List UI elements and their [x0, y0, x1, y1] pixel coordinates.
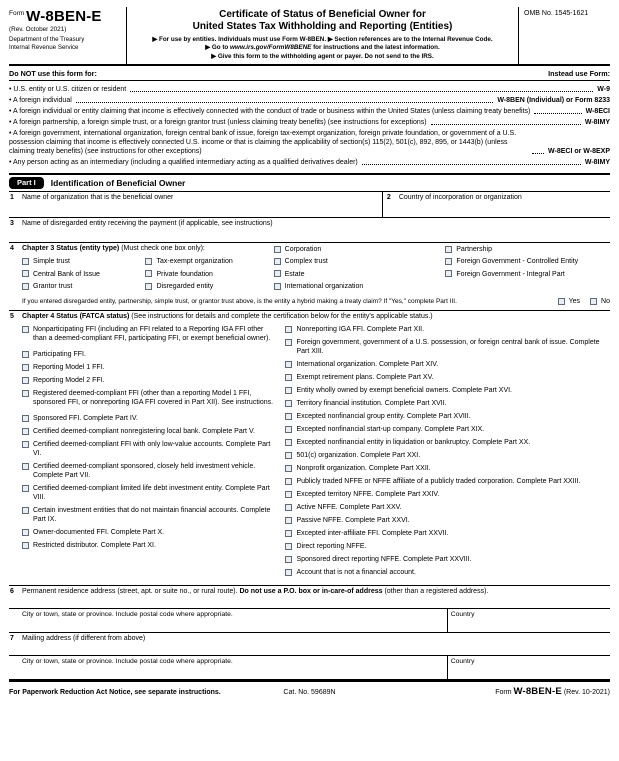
dotted-leader: [362, 164, 581, 165]
checkbox-icon[interactable]: [285, 478, 292, 485]
line-1-input[interactable]: [9, 203, 380, 217]
form-number: W-8BEN-E: [26, 8, 102, 25]
checkbox-label: Central Bank of Issue: [33, 270, 100, 278]
checkbox-label: Excepted nonfinancial start-up company. Complete Part XIX.: [296, 426, 485, 434]
checkbox-label: Partnership: [456, 246, 492, 254]
instead-use-header: Instead use Form:: [548, 68, 610, 78]
irs-url: www.irs.gov/FormW8BENE: [230, 44, 312, 52]
checkbox-label: Entity wholly owned by exempt beneficial owners. Complete Part XVI.: [296, 387, 513, 395]
chapter4-status-option[interactable]: [285, 412, 610, 421]
instead-use-form: W-8IMY: [584, 159, 610, 167]
do-not-use-row: [9, 107, 610, 116]
checkbox-label: Certified deemed-compliant sponsored, closely held investment vehicle. Complete Part VII.: [33, 463, 256, 480]
chapter3-status-option[interactable]: [445, 245, 610, 254]
yes-label: Yes: [568, 297, 581, 305]
chapter4-status-option[interactable]: [285, 542, 610, 551]
checkbox-icon[interactable]: [274, 258, 281, 265]
footer-form-word: Form: [495, 688, 512, 696]
chapter4-status-option[interactable]: [285, 490, 610, 499]
line-4-label: [22, 245, 274, 254]
checkbox-icon[interactable]: [285, 387, 292, 394]
chapter4-status-option[interactable]: [22, 350, 274, 359]
omb-block: [518, 7, 610, 64]
checkbox-icon[interactable]: [274, 246, 281, 253]
checkbox-icon[interactable]: [590, 298, 597, 305]
line-7-city-label: City or town, state or province. Include postal code where appropriate.: [22, 657, 233, 665]
line-4-label-rest: (Must check one box only):: [119, 245, 205, 253]
checkbox-icon[interactable]: [285, 361, 292, 368]
dotted-leader: [532, 153, 544, 154]
checkbox-label: Grantor trust: [33, 283, 73, 291]
checkbox-icon[interactable]: [22, 377, 29, 384]
checkbox-icon[interactable]: [22, 428, 29, 435]
instead-use-form: W-8ECI or W-8EXP: [548, 148, 610, 156]
checkbox-icon[interactable]: [22, 485, 29, 492]
line-6-label-pre: Permanent residence address (street, apt. or suite no., or rural route).: [22, 588, 240, 596]
checkbox-icon[interactable]: [22, 258, 29, 265]
checkbox-label: Disregarded entity: [156, 283, 214, 291]
chapter4-status-option[interactable]: [22, 506, 274, 524]
checkbox-label: Certain investment entities that do not maintain financial accounts. Complete Part IX.: [33, 507, 271, 524]
checkbox-icon[interactable]: [22, 507, 29, 514]
checkbox-icon[interactable]: [445, 270, 452, 277]
checkbox-label: Corporation: [284, 246, 322, 254]
dotted-leader: [431, 124, 581, 125]
checkbox-label: International organization: [284, 283, 364, 291]
form-title-line-2: United States Tax Withholding and Reporting (Entities): [192, 20, 453, 32]
line-5-row: [9, 311, 610, 586]
checkbox-label: Sponsored direct reporting NFFE. Complete Part XXVIII.: [296, 556, 472, 564]
line-7-number: 7: [10, 634, 14, 642]
header-bullet-2: [132, 44, 513, 53]
checkbox-icon[interactable]: [285, 465, 292, 472]
chapter4-status-option[interactable]: [285, 338, 610, 356]
chapter3-column-1: [22, 257, 145, 295]
line-5-number: 5: [10, 312, 14, 320]
chapter3-row1-options: [274, 245, 610, 254]
checkbox-icon[interactable]: [285, 517, 292, 524]
checkbox-icon[interactable]: [285, 504, 292, 511]
instead-use-form: W-9: [597, 85, 610, 93]
header-bullet-3: ▶ Give this form to the withholding agent or payer. Do not send to the IRS.: [211, 53, 434, 61]
do-not-use-text: • A foreign individual or entity claiming that income is effectively connected with the conduct of trade or business within the United States (unless claiming treaty benefits): [9, 107, 530, 116]
checkbox-label: Registered deemed-compliant FFI (other than a reporting Model 1 FFI, sponsored FFI, or nonreporting IGA FFI covered in Part XII). See instructions.: [33, 390, 274, 407]
chapter4-status-option[interactable]: [285, 386, 610, 395]
form-word: Form: [9, 10, 25, 17]
checkbox-label: Foreign Government - Controlled Entity: [456, 258, 579, 266]
checkbox-icon[interactable]: [145, 283, 152, 290]
chapter3-status-option[interactable]: [274, 257, 446, 266]
chapter4-status-option[interactable]: [22, 541, 274, 550]
checkbox-label: International organization. Complete Part XIV.: [296, 361, 439, 369]
checkbox-label: Nonprofit organization. Complete Part XXII.: [296, 465, 431, 473]
checkbox-icon[interactable]: [285, 530, 292, 537]
chapter4-status-option[interactable]: [22, 528, 274, 537]
checkbox-icon[interactable]: [274, 283, 281, 290]
line-1-label: Name of organization that is the beneficial owner: [22, 193, 174, 201]
do-not-use-text: • A foreign partnership, a foreign simple trust, or a foreign grantor trust (unless claiming treaty benefits) (see instructions for exceptions): [9, 118, 427, 127]
part-1-bar: [9, 173, 610, 192]
checkbox-label: Passive NFFE. Complete Part XXVI.: [296, 517, 410, 525]
form-title-block: [127, 7, 518, 64]
do-not-use-text: • A foreign individual: [9, 96, 72, 105]
line-6-country-cell: [448, 609, 610, 632]
no-label: No: [601, 297, 610, 305]
checkbox-icon[interactable]: [22, 441, 29, 448]
dotted-leader: [130, 91, 593, 92]
line-5-label-bold: Chapter 4 Status (FATCA status): [22, 312, 130, 320]
line-3-input[interactable]: [9, 228, 610, 242]
checkbox-label: Participating FFI.: [33, 351, 86, 359]
line-7-city-input[interactable]: [22, 665, 445, 679]
part-1-label: Part I: [9, 177, 44, 190]
chapter4-status-option[interactable]: [285, 568, 610, 577]
checkbox-label: Certified deemed-compliant FFI with only low-value accounts. Complete Part VI.: [33, 441, 271, 458]
checkbox-icon[interactable]: [22, 463, 29, 470]
line-7-country-input[interactable]: [451, 665, 608, 679]
do-not-use-header: [9, 66, 610, 81]
checkbox-icon[interactable]: [285, 439, 292, 446]
line-1-2-row: [9, 192, 610, 218]
checkbox-icon[interactable]: [22, 529, 29, 536]
form-identity-block: [9, 7, 127, 64]
checkbox-label: Reporting Model 1 FFI.: [33, 364, 105, 372]
chapter4-status-option[interactable]: [285, 399, 610, 408]
form-footer: [9, 680, 610, 703]
checkbox-label: Excepted nonfinancial entity in liquidation or bankruptcy. Complete Part XX.: [296, 439, 531, 447]
chapter4-status-option[interactable]: [285, 516, 610, 525]
do-not-use-left-header: Do NOT use this form for:: [9, 68, 97, 78]
checkbox-icon[interactable]: [22, 351, 29, 358]
line-7-country-cell: [448, 656, 610, 679]
chapter3-column-3: [274, 257, 446, 295]
fatca-status-left-column: [9, 325, 282, 581]
chapter4-status-option[interactable]: [285, 425, 610, 434]
bullet-2-suffix: for instructions and the latest information.: [311, 44, 440, 52]
chapter4-status-option[interactable]: [285, 438, 610, 447]
line-2-number: 2: [386, 193, 391, 201]
line-7-block: [9, 633, 610, 680]
chapter4-status-option[interactable]: [22, 414, 274, 423]
chapter3-status-option[interactable]: [445, 270, 610, 279]
dotted-leader: [76, 102, 494, 103]
agency-line-1: Department of the Treasury: [9, 36, 85, 43]
checkbox-icon[interactable]: [22, 283, 29, 290]
line-6-city-cell: [9, 609, 448, 632]
do-not-use-row: [9, 96, 610, 105]
checkbox-label: Territory financial institution. Complete Part XVII.: [296, 400, 447, 408]
footer-form-id: [385, 686, 610, 697]
checkbox-icon[interactable]: [285, 491, 292, 498]
line-6-label-post: (other than a registered address).: [382, 588, 489, 596]
chapter3-status-option[interactable]: [445, 257, 610, 266]
chapter3-column-4: [445, 257, 610, 295]
line-6-block: [9, 586, 610, 633]
chapter3-status-option[interactable]: [274, 270, 446, 279]
line-6-city-label: City or town, state or province. Include postal code where appropriate.: [22, 610, 233, 618]
do-not-use-row: [9, 129, 610, 156]
line-5-label-rest: (See instructions for details and complete the certification below for the entity's applicable status.): [129, 312, 433, 320]
checkbox-label: Direct reporting NFFE.: [296, 543, 367, 551]
checkbox-icon[interactable]: [285, 452, 292, 459]
line-6-address-input[interactable]: [9, 597, 610, 608]
checkbox-icon[interactable]: [145, 270, 152, 277]
checkbox-icon[interactable]: [285, 556, 292, 563]
dotted-leader: [534, 113, 581, 114]
hybrid-yes-option[interactable]: [558, 297, 580, 306]
line-4-label-bold: Chapter 3 Status (entity type): [22, 245, 120, 253]
line-1-number: 1: [10, 193, 14, 201]
header-instructions: [132, 36, 513, 62]
chapter3-status-option[interactable]: [274, 282, 446, 291]
chapter4-status-option[interactable]: [22, 484, 274, 502]
line-3-number: 3: [10, 219, 14, 227]
chapter4-status-option[interactable]: [22, 363, 274, 372]
checkbox-icon[interactable]: [285, 543, 292, 550]
line-6-city-input[interactable]: [22, 618, 445, 632]
checkbox-icon[interactable]: [285, 569, 292, 576]
line-5-label: [22, 313, 610, 322]
chapter4-status-option[interactable]: [285, 373, 610, 382]
footer-form-number: W-8BEN-E: [513, 685, 562, 697]
chapter4-status-option[interactable]: [22, 325, 274, 343]
checkbox-label: Certified deemed-compliant nonregistering local bank. Complete Part V.: [33, 428, 255, 436]
chapter3-column-2: [145, 257, 273, 295]
checkbox-icon[interactable]: [22, 364, 29, 371]
chapter4-status-option[interactable]: [285, 464, 610, 473]
hybrid-treaty-question: If you entered disregarded entity, partnership, simple trust, or grantor trust above, is the entity a hybrid making a treaty claim? If "Yes," complete Part III.: [22, 297, 457, 305]
checkbox-label: Private foundation: [156, 270, 213, 278]
do-not-use-row: [9, 85, 610, 94]
checkbox-label: Nonreporting IGA FFI. Complete Part XII.: [296, 326, 425, 334]
checkbox-icon[interactable]: [285, 339, 292, 346]
line-2-cell: [383, 192, 610, 217]
chapter4-status-option[interactable]: [22, 389, 274, 407]
checkbox-label: Exempt retirement plans. Complete Part XV.: [296, 374, 434, 382]
line-4-number: 4: [10, 245, 14, 253]
line-6-header: [9, 586, 610, 597]
instead-use-form: W-8ECI: [585, 107, 610, 115]
checkbox-label: Active NFFE. Complete Part XXV.: [296, 504, 402, 512]
checkbox-label: Reporting Model 2 FFI.: [33, 377, 105, 385]
form-header: [9, 7, 610, 66]
do-not-use-text: • Any person acting as an intermediary (including a qualified intermediary acting as a qualified derivatives dealer): [9, 158, 358, 167]
chapter4-status-option[interactable]: [22, 376, 274, 385]
paperwork-notice: For Paperwork Reduction Act Notice, see separate instructions.: [9, 688, 221, 696]
checkbox-label: Nonparticipating FFI (including an FFI related to a Reporting IGA FFI other than a deemed-compliant FFI, participating FFI, or exempt beneficial owner).: [33, 326, 271, 343]
line-6-city-country-row: [9, 608, 610, 633]
checkbox-label: Publicly traded NFFE or NFFE affiliate of a publicly traded corporation. Complete Part XXIII.: [296, 478, 581, 486]
chapter3-status-option[interactable]: [274, 245, 446, 254]
checkbox-icon[interactable]: [285, 326, 292, 333]
chapter4-status-option[interactable]: [22, 440, 274, 458]
chapter4-status-option[interactable]: [285, 529, 610, 538]
header-bullet-1: ▶ For use by entities. Individuals must use Form W-8BEN. ▶ Section references are to the Internal Revenue Code.: [152, 35, 493, 43]
checkbox-icon[interactable]: [22, 326, 29, 333]
checkbox-label: Excepted nonfinancial group entity. Complete Part XVIII.: [296, 413, 471, 421]
chapter3-status-option[interactable]: [145, 282, 273, 291]
line-2-input[interactable]: [386, 203, 608, 217]
chapter3-status-option[interactable]: [22, 270, 145, 279]
chapter4-status-option[interactable]: [285, 503, 610, 512]
instead-use-form: W-8BEN (Individual) or Form 8233: [497, 96, 610, 104]
line-6-label: [22, 588, 610, 597]
line-7-label: Mailing address (if different from above): [22, 634, 146, 642]
line-2-label: Country of incorporation or organization: [398, 193, 522, 201]
chapter4-status-option[interactable]: [285, 555, 610, 564]
checkbox-label: Sponsored FFI. Complete Part IV.: [33, 415, 138, 423]
checkbox-icon[interactable]: [274, 270, 281, 277]
line-7-country-label: Country: [450, 657, 475, 665]
checkbox-icon[interactable]: [285, 374, 292, 381]
checkbox-label: 501(c) organization. Complete Part XXI.: [296, 452, 421, 460]
checkbox-label: Estate: [284, 270, 305, 278]
checkbox-label: Owner-documented FFI. Complete Part X.: [33, 529, 165, 537]
checkbox-label: Complex trust: [284, 258, 328, 266]
chapter4-status-option[interactable]: [285, 451, 610, 460]
checkbox-icon[interactable]: [22, 390, 29, 397]
checkbox-icon[interactable]: [145, 258, 152, 265]
line-6-country-input[interactable]: [451, 618, 608, 632]
chapter4-status-option[interactable]: [22, 462, 274, 480]
part-1-title: Identification of Beneficial Owner: [50, 178, 186, 189]
line-7-city-cell: [9, 656, 448, 679]
checkbox-icon[interactable]: [22, 542, 29, 549]
do-not-use-text: • U.S. entity or U.S. citizen or resident: [9, 85, 126, 94]
chapter4-status-option[interactable]: [285, 325, 610, 334]
checkbox-icon[interactable]: [445, 246, 452, 253]
form-title-line-1: Certificate of Status of Beneficial Owner for: [219, 9, 426, 20]
chapter4-status-option[interactable]: [22, 427, 274, 436]
checkbox-label: Foreign government, government of a U.S. possession, or foreign central bank of issue. Complete Part XIII.: [296, 339, 600, 356]
line-6-number: 6: [10, 588, 14, 596]
hybrid-no-option[interactable]: [590, 297, 610, 306]
chapter3-status-option[interactable]: [145, 257, 273, 266]
hybrid-treaty-question-row: [22, 297, 610, 306]
form-revision: (Rev. October 2021): [9, 26, 67, 33]
agency-line-2: Internal Revenue Service: [9, 43, 79, 51]
do-not-use-row: [9, 158, 610, 167]
line-6-country-label: Country: [450, 610, 475, 618]
checkbox-label: Tax-exempt organization: [156, 258, 233, 266]
line-7-address-input[interactable]: [9, 644, 610, 655]
checkbox-icon[interactable]: [22, 415, 29, 422]
chapter4-status-option[interactable]: [285, 360, 610, 369]
footer-revision: (Rev. 10-2021): [563, 688, 610, 696]
line-7-header: [9, 633, 610, 644]
line-3-label: Name of disregarded entity receiving the payment (if applicable, see instructions): [22, 219, 273, 227]
checkbox-label: Simple trust: [33, 258, 70, 266]
line-1-cell: [9, 192, 383, 217]
checkbox-icon[interactable]: [558, 298, 565, 305]
catalog-number: Cat. No. 59689N: [283, 688, 336, 696]
checkbox-icon[interactable]: [285, 413, 292, 420]
do-not-use-row: [9, 118, 610, 127]
instead-use-form: W-8IMY: [584, 118, 610, 126]
line-3-row: [9, 218, 610, 244]
checkbox-label: Certified deemed-compliant limited life debt investment entity. Complete Part VIII.: [33, 485, 270, 502]
checkbox-icon[interactable]: [285, 400, 292, 407]
chapter3-status-option[interactable]: [22, 282, 145, 291]
checkbox-label: Excepted territory NFFE. Complete Part XXIV.: [296, 491, 440, 499]
checkbox-icon[interactable]: [445, 258, 452, 265]
bullet-2-prefix: ▶ Go to: [205, 44, 231, 52]
chapter4-status-option[interactable]: [285, 477, 610, 486]
omb-number: OMB No. 1545-1621: [524, 10, 589, 17]
checkbox-icon[interactable]: [285, 426, 292, 433]
line-7-city-country-row: [9, 655, 610, 680]
line-4-row: [9, 243, 610, 311]
checkbox-label: Account that is not a financial account.: [296, 569, 416, 577]
checkbox-label: Foreign Government - Integral Part: [456, 270, 565, 278]
chapter3-status-option[interactable]: [145, 270, 273, 279]
fatca-status-right-column: [282, 325, 610, 581]
checkbox-icon[interactable]: [22, 270, 29, 277]
do-not-use-list: [9, 81, 610, 174]
line-6-label-bold: Do not use a P.O. box or in-care-of address: [239, 588, 383, 596]
chapter3-status-option[interactable]: [22, 257, 145, 266]
do-not-use-text: • A foreign government, international organization, foreign central bank of issue, foreign tax-exempt organization, foreign private foundation, or government of a U.S. possession claiming that income is effectively connected U.S. income or that is claiming the applicability of section(s) 115(2), 501(c), 892, 895, or 1443(b) (unless claiming treaty benefits) (see instructions for other exceptions): [9, 129, 528, 156]
checkbox-label: Excepted inter-affiliate FFI. Complete Part XXVII.: [296, 530, 449, 538]
checkbox-label: Restricted distributor. Complete Part XI.: [33, 542, 156, 550]
